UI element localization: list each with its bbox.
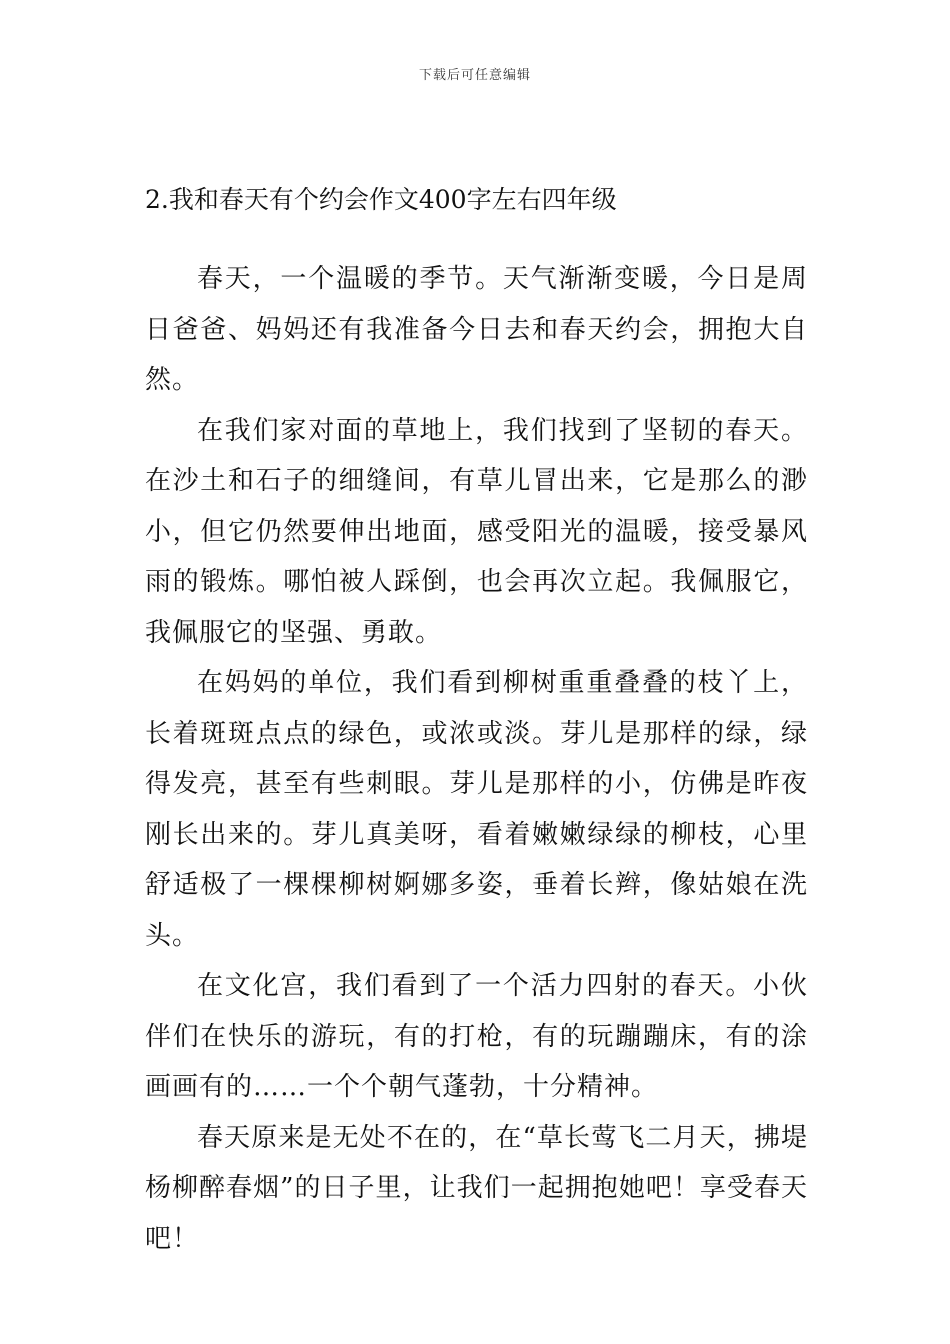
essay-body: [145, 254, 808, 1264]
paragraph-1: 春天，一个温暖的季节。天气渐渐变暖，今日是周日爸爸、妈妈还有我准备今日去和春天约会，拥抱大自然。: [145, 264, 808, 395]
paragraph-5: 春天原来是无处不在的，在“草长莺飞二月天，拂堤杨柳醉春烟”的日子里，让我们一起拥抱她吧！享受春天吧！: [145, 1122, 808, 1254]
document-title: 2.我和春天有个约会作文400字左右四年级: [145, 185, 617, 214]
paragraph-4: 在文化宫，我们看到了一个活力四射的春天。小伙伴们在快乐的游玩，有的打枪，有的玩蹦蹦床，有的涂画画有的……一个个朝气蓬勃，十分精神。: [145, 971, 808, 1102]
paragraph-2: 在我们家对面的草地上，我们找到了坚韧的春天。在沙土和石子的细缝间，有草儿冒出来，它是那么的渺小，但它仍然要伸出地面，感受阳光的温暖，接受暴风雨的锻炼。哪怕被人踩倒，也会再次立起。我佩服它，我佩服它的坚强、勇敢。: [145, 415, 808, 648]
page-header-note: 下载后可任意编辑: [418, 68, 531, 83]
paragraph-3: 在妈妈的单位，我们看到柳树重重叠叠的枝丫上，长着斑斑点点的绿色，或浓或淡。芽儿是那样的绿，绿得发亮，甚至有些刺眼。芽儿是那样的小，仿佛是昨夜刚长出来的。芽儿真美呀，看着嫩嫩绿绿的柳枝，心里舒适极了一棵棵柳树婀娜多姿，垂着长辫，像姑娘在洗头。: [145, 668, 808, 951]
